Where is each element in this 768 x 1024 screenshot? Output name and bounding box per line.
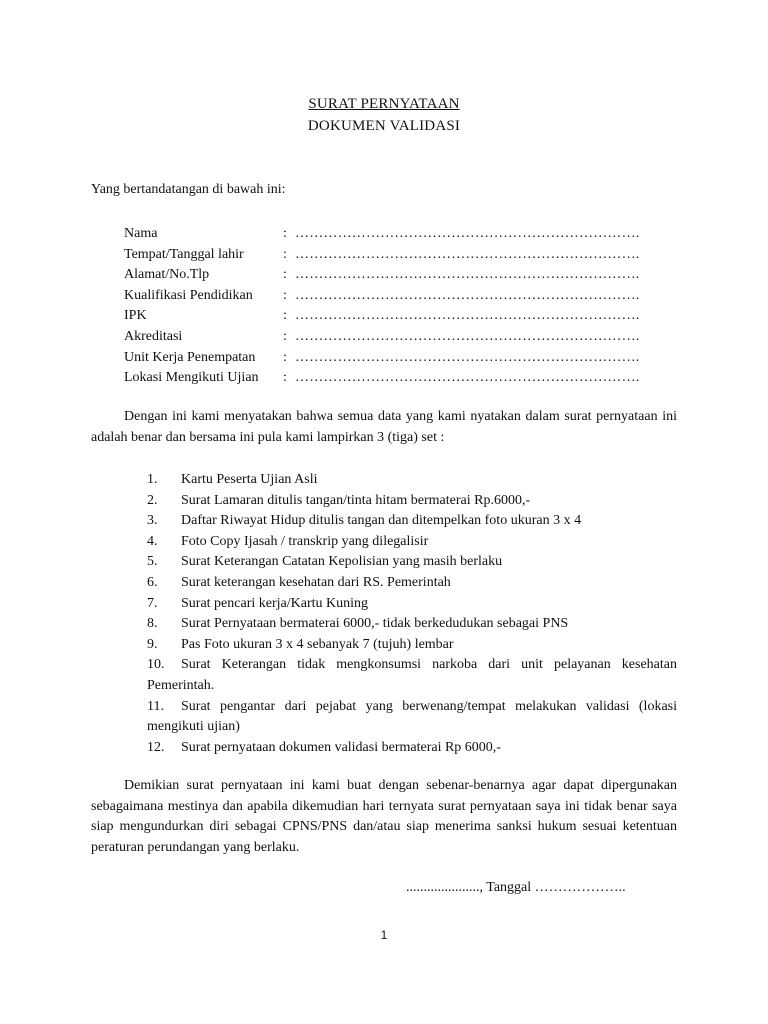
- list-text: Surat Keterangan tidak mengkonsumsi narkoba dari unit pelayanan kesehatan Pemerintah.: [147, 657, 677, 693]
- field-blank: ……………………………………………………………….: [295, 349, 640, 365]
- field-row-ipk: [124, 306, 640, 327]
- list-item: [147, 532, 677, 553]
- list-number: 4.: [147, 533, 158, 549]
- list-item: [147, 697, 677, 738]
- list-text: Kartu Peserta Ujian Asli: [181, 472, 318, 487]
- field-colon: :: [283, 370, 287, 386]
- list-number: 7.: [147, 595, 158, 611]
- list-item: [147, 511, 677, 532]
- page-number: 1: [380, 928, 388, 942]
- field-blank: ……………………………………………………………….: [295, 226, 640, 241]
- field-colon: :: [283, 349, 287, 365]
- list-text: Pas Foto ukuran 3 x 4 sebanyak 7 (tujuh) lembar: [181, 636, 454, 652]
- list-number: 10.: [147, 657, 165, 673]
- list-text: Daftar Riwayat Hidup ditulis tangan dan ditempelkan foto ukuran 3 x 4: [181, 513, 582, 529]
- field-row-tempat-tanggal-lahir: [124, 245, 640, 266]
- document-subtitle: DOKUMEN VALIDASI: [307, 118, 461, 134]
- field-blank: ……………………………………………………………….: [295, 370, 640, 386]
- field-row-alamat: [124, 265, 640, 286]
- list-text: Surat Pernyataan bermaterai 6000,- tidak berkedudukan sebagai PNS: [181, 616, 569, 632]
- list-text: Surat pernyataan dokumen validasi bermaterai Rp 6000,-: [181, 739, 501, 755]
- field-colon: :: [283, 328, 287, 344]
- list-number: 5.: [147, 554, 158, 570]
- intro-text: Yang bertandatangan di bawah ini:: [91, 182, 286, 197]
- list-item: [147, 614, 677, 635]
- field-colon: :: [283, 308, 287, 324]
- field-label: Unit Kerja Penempatan: [124, 349, 256, 365]
- field-colon: :: [283, 267, 287, 283]
- list-item: [147, 470, 677, 491]
- closing-paragraph: [91, 776, 677, 858]
- document-title: SURAT PERNYATAAN: [308, 96, 460, 112]
- list-item: [147, 635, 677, 656]
- list-number: 12.: [147, 739, 165, 755]
- field-label: Lokasi Mengikuti Ujian: [124, 370, 259, 386]
- list-number: 2.: [147, 492, 158, 508]
- field-label: Akreditasi: [124, 328, 183, 344]
- field-label: Nama: [124, 226, 158, 241]
- field-label: Tempat/Tanggal lahir: [124, 246, 244, 262]
- list-number: 11.: [147, 698, 164, 714]
- list-text: Surat pencari kerja/Kartu Kuning: [181, 595, 368, 611]
- list-number: 8.: [147, 616, 158, 632]
- list-text: Surat Keterangan Catatan Kepolisian yang masih berlaku: [181, 554, 503, 570]
- list-text: Foto Copy Ijasah / transkrip yang dilegalisir: [181, 533, 429, 549]
- field-blank: ……………………………………………………………….: [295, 246, 640, 262]
- field-colon: :: [283, 226, 287, 241]
- field-row-kualifikasi: [124, 286, 640, 307]
- place-date-line: ....................., Tanggal ………………..: [406, 880, 626, 895]
- identity-fields: [124, 224, 640, 389]
- field-label: Alamat/No.Tlp: [124, 267, 210, 283]
- field-blank: ……………………………………………………………….: [295, 267, 640, 283]
- list-text: Surat Lamaran ditulis tangan/tinta hitam bermaterai Rp.6000,-: [181, 492, 531, 508]
- field-blank: ……………………………………………………………….: [295, 287, 640, 303]
- list-number: 9.: [147, 636, 158, 652]
- field-blank: ……………………………………………………………….: [295, 328, 640, 344]
- field-row-unit-kerja: [124, 348, 640, 369]
- field-blank: ……………………………………………………………….: [295, 308, 640, 324]
- statement-paragraph: [91, 407, 677, 448]
- field-label: IPK: [124, 308, 147, 324]
- list-item: [147, 573, 677, 594]
- closing-text: Demikian surat pernyataan ini kami buat dengan sebenar-benarnya agar dapat dipergunakan sebagaimana mestinya dan apabila dikemudian hari ternyata surat pernyataan saya ini tidak benar saya siap mengundurkan diri sebagai CPNS/PNS dan/atau siap menerima sanksi hukum sesuai ketentuan peraturan perundangan yang berlaku.: [91, 778, 677, 855]
- field-row-nama: [124, 224, 640, 245]
- list-item: [147, 655, 677, 696]
- field-row-akreditasi: [124, 327, 640, 348]
- field-colon: :: [283, 246, 287, 262]
- list-item: [147, 594, 677, 615]
- list-item: [147, 491, 677, 512]
- list-item: [147, 552, 677, 573]
- field-label: Kualifikasi Pendidikan: [124, 287, 253, 303]
- list-item: [147, 738, 677, 759]
- statement-text: Dengan ini kami menyatakan bahwa semua data yang kami nyatakan dalam surat pernyataan ini adalah benar dan bersama ini pula kami lampirkan 3 (tiga) set :: [91, 409, 677, 445]
- list-number: 3.: [147, 513, 158, 529]
- attachment-list: [147, 470, 677, 758]
- field-colon: :: [283, 287, 287, 303]
- list-text: Surat pengantar dari pejabat yang berwenang/tempat melakukan validasi (lokasi mengikuti ujian): [147, 698, 677, 735]
- list-text: Surat keterangan kesehatan dari RS. Pemerintah: [181, 574, 451, 590]
- field-row-lokasi-ujian: [124, 368, 640, 389]
- list-number: 1.: [147, 472, 158, 487]
- list-number: 6.: [147, 574, 158, 590]
